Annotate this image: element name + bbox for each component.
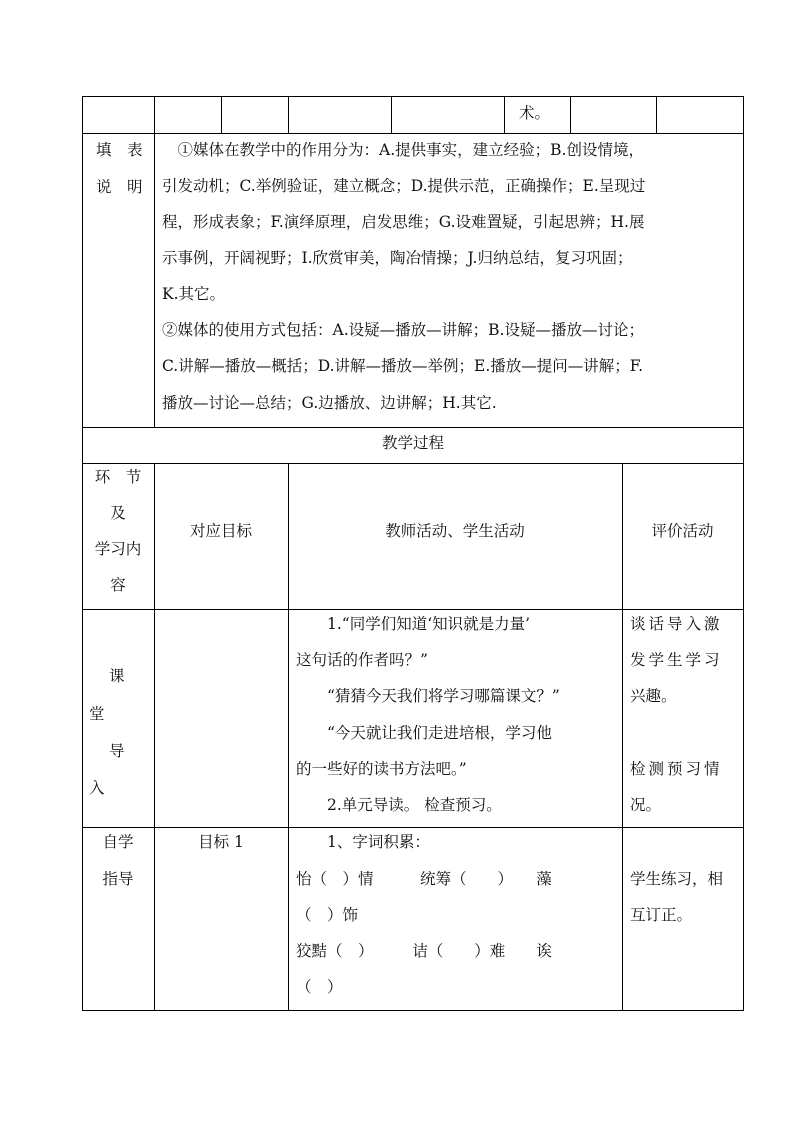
row2-activity-line: 狡黠（ ） 诘（ ）难 诶 xyxy=(296,942,552,960)
row-divider xyxy=(82,827,744,828)
row1-segment-char: 入 xyxy=(89,779,105,797)
header-segment-line: 环 节 xyxy=(94,468,142,486)
process-title: 教学过程 xyxy=(381,434,444,452)
row1-activity-line: 1.“同学们知道‘知识就是力量’ xyxy=(296,615,531,633)
header-evaluation: 评价活动 xyxy=(651,522,714,540)
row2-segment-line: 自学 xyxy=(102,833,134,851)
notes-line: K.其它。 xyxy=(162,285,226,303)
row1-segment-char: 课 xyxy=(109,667,125,685)
row1-evaluation-line: 谈话导入激 xyxy=(630,615,723,633)
row-divider xyxy=(82,133,744,134)
col-divider xyxy=(570,96,571,134)
row2-goal: 目标 1 xyxy=(198,833,244,851)
row2-activity-line: （ ） xyxy=(296,978,343,996)
row1-evaluation-line: 况。 xyxy=(630,796,662,814)
row1-segment-char: 堂 xyxy=(89,705,105,723)
col-divider xyxy=(656,96,657,134)
header-goal: 对应目标 xyxy=(189,522,252,540)
top-row-cell-text: 术。 xyxy=(519,104,551,122)
notes-line: C.讲解—播放—概括；D.讲解—播放—举例；E.播放—提问—讲解；F. xyxy=(162,357,644,375)
notes-line: 引发动机；C.举例验证，建立概念；D.提供示范，正确操作；E.呈现过 xyxy=(162,177,646,195)
col-divider xyxy=(154,96,155,134)
row-divider xyxy=(82,609,744,610)
header-segment-line: 容 xyxy=(110,576,126,594)
row1-evaluation-line: 兴趣。 xyxy=(630,687,677,705)
col-divider xyxy=(288,463,289,1011)
table-border-top xyxy=(82,96,744,97)
notes-label-line2: 说 明 xyxy=(96,178,143,196)
notes-label-line1: 填 表 xyxy=(96,141,143,159)
table-border-bottom xyxy=(82,1010,744,1011)
row1-activity-line: 的一些好的读书方法吧。” xyxy=(296,760,467,778)
notes-line: 示事例，开阔视野；I.欣赏审美，陶冶情操；J.归纳总结，复习巩固； xyxy=(162,249,633,267)
row2-activity-line: （ ）饰 xyxy=(296,906,359,924)
row2-segment-line: 指导 xyxy=(102,870,134,888)
row2-activity-line: 怡（ ）情 统筹（ ） 藻 xyxy=(296,870,552,888)
col-divider xyxy=(622,463,623,1011)
row2-evaluation-line: 互订正。 xyxy=(630,906,693,924)
col-divider xyxy=(391,96,392,134)
header-activity: 教师活动、学生活动 xyxy=(385,522,525,540)
notes-line: 程，形成表象；F.演绎原理，启发思维；G.设难置疑，引起思辨；H.展 xyxy=(162,213,645,231)
row1-segment-char: 导 xyxy=(109,742,125,760)
row2-evaluation-line: 学生练习，相 xyxy=(630,870,724,888)
col-divider xyxy=(154,133,155,428)
header-segment-line: 学习内 xyxy=(94,540,142,558)
row1-activity-line: 2.单元导读。 检查预习。 xyxy=(296,796,502,814)
row1-evaluation-line: 发学生学习 xyxy=(630,651,723,669)
col-divider xyxy=(288,96,289,134)
notes-line: 播放—讨论—总结；G.边播放、边讲解；H.其它. xyxy=(162,394,497,412)
notes-line: ①媒体在教学中的作用分为：A.提供事实，建立经验；B.创设情境， xyxy=(162,141,644,159)
header-segment-line: 及 xyxy=(110,504,126,522)
col-divider xyxy=(154,463,155,1011)
col-divider xyxy=(504,96,505,134)
row2-activity-line: 1、字词积累： xyxy=(296,833,430,851)
row1-evaluation-line: 检测预习情 xyxy=(630,760,723,778)
row-divider xyxy=(82,463,744,464)
row1-activity-line: “猜猜今天我们将学习哪篇课文？” xyxy=(296,687,560,705)
notes-line: ②媒体的使用方式包括：A.设疑—播放—讲解；B.设疑—播放—讨论； xyxy=(162,321,644,339)
table-border-right xyxy=(743,96,744,1011)
row-divider xyxy=(82,427,744,428)
col-divider xyxy=(221,96,222,134)
row1-activity-line: “今天就让我们走进培根，学习他 xyxy=(296,724,552,742)
row1-activity-line: 这句话的作者吗？” xyxy=(296,651,428,669)
